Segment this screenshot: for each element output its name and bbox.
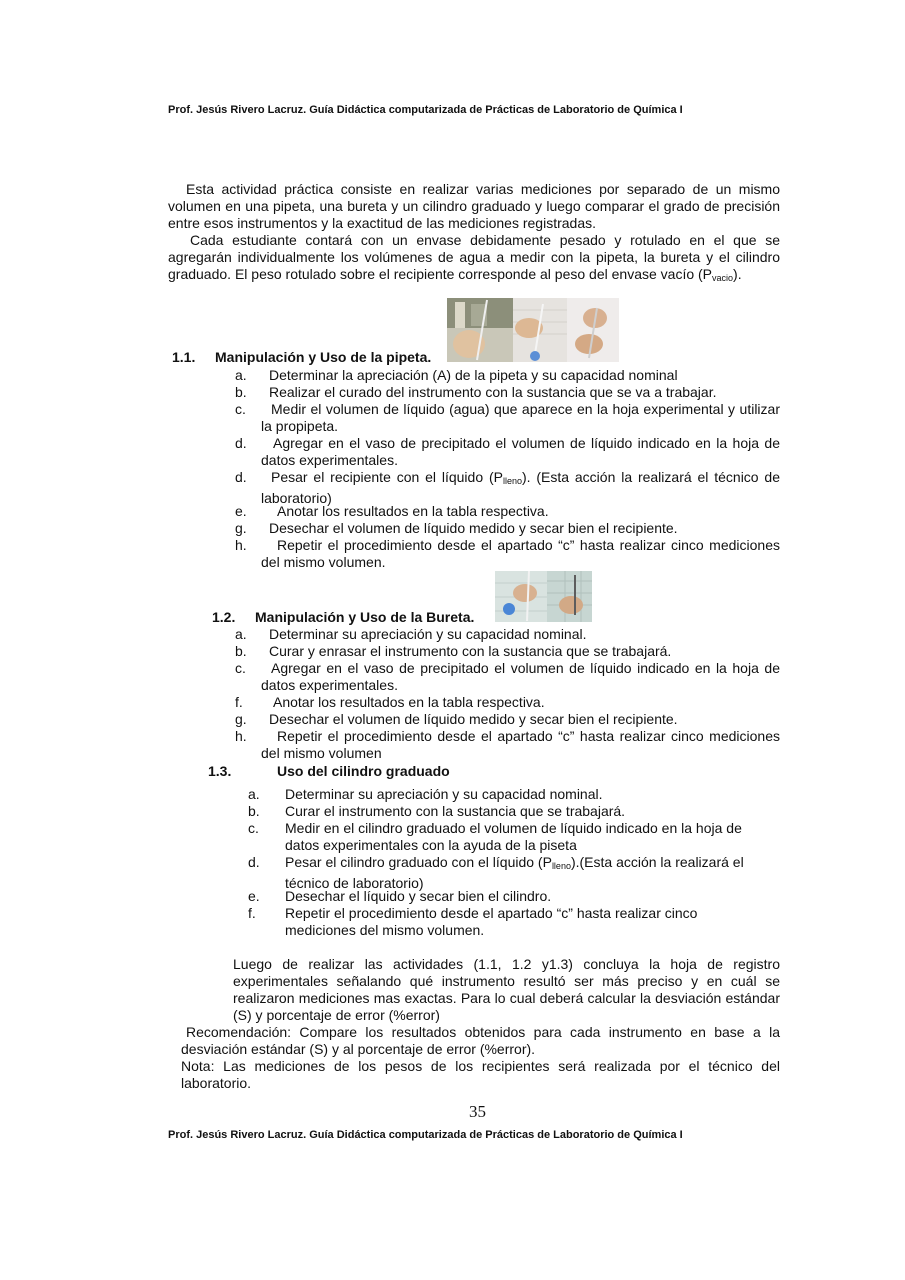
list-item bbox=[248, 786, 775, 803]
item-text: Pesar el recipiente con el líquido (P bbox=[271, 469, 503, 485]
list-item bbox=[248, 803, 775, 820]
list-item bbox=[235, 435, 780, 469]
item-marker: b. bbox=[235, 643, 247, 659]
section-1-title: Manipulación y Uso de la pipeta. bbox=[215, 349, 432, 365]
item-text-end: ).(Esta acción la realizará el técnico de laboratorio) bbox=[285, 854, 744, 891]
item-marker: f. bbox=[235, 694, 243, 710]
intro-paragraph-2 bbox=[168, 232, 780, 287]
item-marker: a. bbox=[235, 626, 247, 642]
list-item bbox=[235, 367, 780, 384]
bureta-photos bbox=[495, 571, 592, 622]
item-text: Repetir el procedimiento desde el apartado “c” hasta realizar cinco mediciones del mismo volumen. bbox=[285, 905, 698, 938]
section-2-number: 1.2. bbox=[212, 609, 236, 625]
item-subscript: lleno bbox=[551, 861, 571, 871]
item-text: Agregar en el vaso de precipitado el volumen de líquido indicado en la hoja de datos experimentales. bbox=[261, 660, 780, 693]
page-footer: Prof. Jesús Rivero Lacruz. Guía Didáctica computarizada de Prácticas de Laboratorio de Química I bbox=[168, 1129, 683, 1141]
section-3-number: 1.3. bbox=[208, 763, 232, 779]
pipette-photos bbox=[447, 298, 619, 362]
list-item bbox=[235, 401, 780, 435]
list-item bbox=[248, 905, 735, 939]
list-item bbox=[235, 711, 780, 728]
list-item bbox=[235, 469, 781, 507]
item-marker: b. bbox=[248, 803, 260, 819]
item-marker: h. bbox=[235, 728, 247, 744]
conclusion-paragraph: Luego de realizar las actividades (1.1, 1.2 y1.3) concluya la hoja de registro experimentales señalando qué instrumento resultó ser más preciso y en cuál se realizaron mediciones mas exactas. Para lo cual deberá calcular la desviación estándar (S) y porcentaje de error (%error) bbox=[233, 956, 780, 1023]
item-text: Determinar su apreciación y su capacidad nominal. bbox=[269, 626, 587, 642]
item-marker: d. bbox=[248, 854, 260, 870]
item-marker: a. bbox=[248, 786, 260, 802]
item-marker: e. bbox=[248, 888, 260, 904]
list-item bbox=[235, 728, 780, 762]
list-item bbox=[235, 694, 780, 711]
item-marker: b. bbox=[235, 384, 247, 400]
intro-p2-end: ). bbox=[733, 266, 742, 282]
list-item bbox=[235, 537, 780, 571]
item-text: Desechar el volumen de líquido medido y secar bien el recipiente. bbox=[269, 520, 678, 536]
item-subscript: lleno bbox=[502, 476, 522, 486]
list-item bbox=[235, 384, 780, 401]
item-marker: a. bbox=[235, 367, 247, 383]
recommendation-paragraph: Recomendación: Compare los resultados obtenidos para cada instrumento en base a la desviación estándar (S) y al porcentaje de error (%error). bbox=[181, 1024, 780, 1057]
item-text: Repetir el procedimiento desde el apartado “c” hasta realizar cinco mediciones del mismo volumen bbox=[261, 728, 780, 761]
list-item bbox=[235, 626, 780, 643]
page-header: Prof. Jesús Rivero Lacruz. Guía Didáctica computarizada de Prácticas de Laboratorio de Química I bbox=[168, 104, 683, 116]
item-text: Anotar los resultados en la tabla respectiva. bbox=[273, 694, 545, 710]
section-2-title: Manipulación y Uso de la Bureta. bbox=[255, 609, 475, 625]
item-text: Desechar el líquido y secar bien el cilindro. bbox=[285, 888, 552, 904]
section-3-title: Uso del cilindro graduado bbox=[277, 763, 450, 779]
list-item bbox=[248, 820, 775, 854]
item-text: Anotar los resultados en la tabla respectiva. bbox=[277, 503, 549, 519]
item-text: Medir en el cilindro graduado el volumen de líquido indicado en la hoja de datos experimentales con la ayuda de la piseta bbox=[285, 820, 742, 853]
item-marker: h. bbox=[235, 537, 247, 553]
list-item bbox=[235, 503, 780, 520]
intro-p2-subscript: vacio bbox=[712, 273, 734, 283]
item-marker: g. bbox=[235, 520, 247, 536]
item-marker: c. bbox=[235, 401, 246, 417]
list-item bbox=[235, 643, 780, 660]
item-marker: d. bbox=[235, 469, 247, 485]
list-item bbox=[248, 888, 775, 905]
note-paragraph: Nota: Las mediciones de los pesos de los recipientes será realizada por el técnico del laboratorio. bbox=[181, 1058, 780, 1091]
item-marker: c. bbox=[248, 820, 259, 836]
item-text-end: ). (Esta acción la realizará el técnico de laboratorio) bbox=[261, 469, 781, 506]
item-text: Medir el volumen de líquido (agua) que aparece en la hoja experimental y utilizar la propipeta. bbox=[261, 401, 780, 434]
item-marker: d. bbox=[235, 435, 247, 451]
page-number: 35 bbox=[469, 1102, 486, 1121]
list-item bbox=[235, 660, 780, 694]
section-1-number: 1.1. bbox=[172, 349, 196, 365]
item-text: Agregar en el vaso de precipitado el volumen de líquido indicado en la hoja de datos experimentales. bbox=[261, 435, 780, 468]
item-marker: f. bbox=[248, 905, 256, 921]
list-item bbox=[248, 854, 777, 892]
item-text: Realizar el curado del instrumento con la sustancia que se va a trabajar. bbox=[269, 384, 717, 400]
item-text: Repetir el procedimiento desde el apartado “c” hasta realizar cinco mediciones del mismo volumen. bbox=[261, 537, 780, 570]
item-text: Determinar la apreciación (A) de la pipeta y su capacidad nominal bbox=[269, 367, 678, 383]
intro-paragraph-1: Esta actividad práctica consiste en realizar varias mediciones por separado de un mismo volumen en una pipeta, una bureta y un cilindro graduado y luego comparar el grado de precisión entre esos instrumentos y la exactitud de las mediciones registradas. bbox=[168, 181, 780, 231]
list-item bbox=[235, 520, 780, 537]
item-marker: c. bbox=[235, 660, 246, 676]
item-text: Determinar su apreciación y su capacidad nominal. bbox=[285, 786, 603, 802]
intro-p2-text: Cada estudiante contará con un envase debidamente pesado y rotulado en el que se agregarán individualmente los volúmenes de agua a medir con la pipeta, la bureta y el cilindro graduado. El peso rotulado sobre el recipiente corresponde al peso del envase vacío (P bbox=[168, 232, 780, 282]
item-text: Desechar el volumen de líquido medido y secar bien el recipiente. bbox=[269, 711, 678, 727]
item-text: Pesar el cilindro graduado con el líquido (P bbox=[285, 854, 552, 870]
item-text: Curar y enrasar el instrumento con la sustancia que se trabajará. bbox=[269, 643, 672, 659]
item-text: Curar el instrumento con la sustancia que se trabajará. bbox=[285, 803, 626, 819]
item-marker: e. bbox=[235, 503, 247, 519]
item-marker: g. bbox=[235, 711, 247, 727]
